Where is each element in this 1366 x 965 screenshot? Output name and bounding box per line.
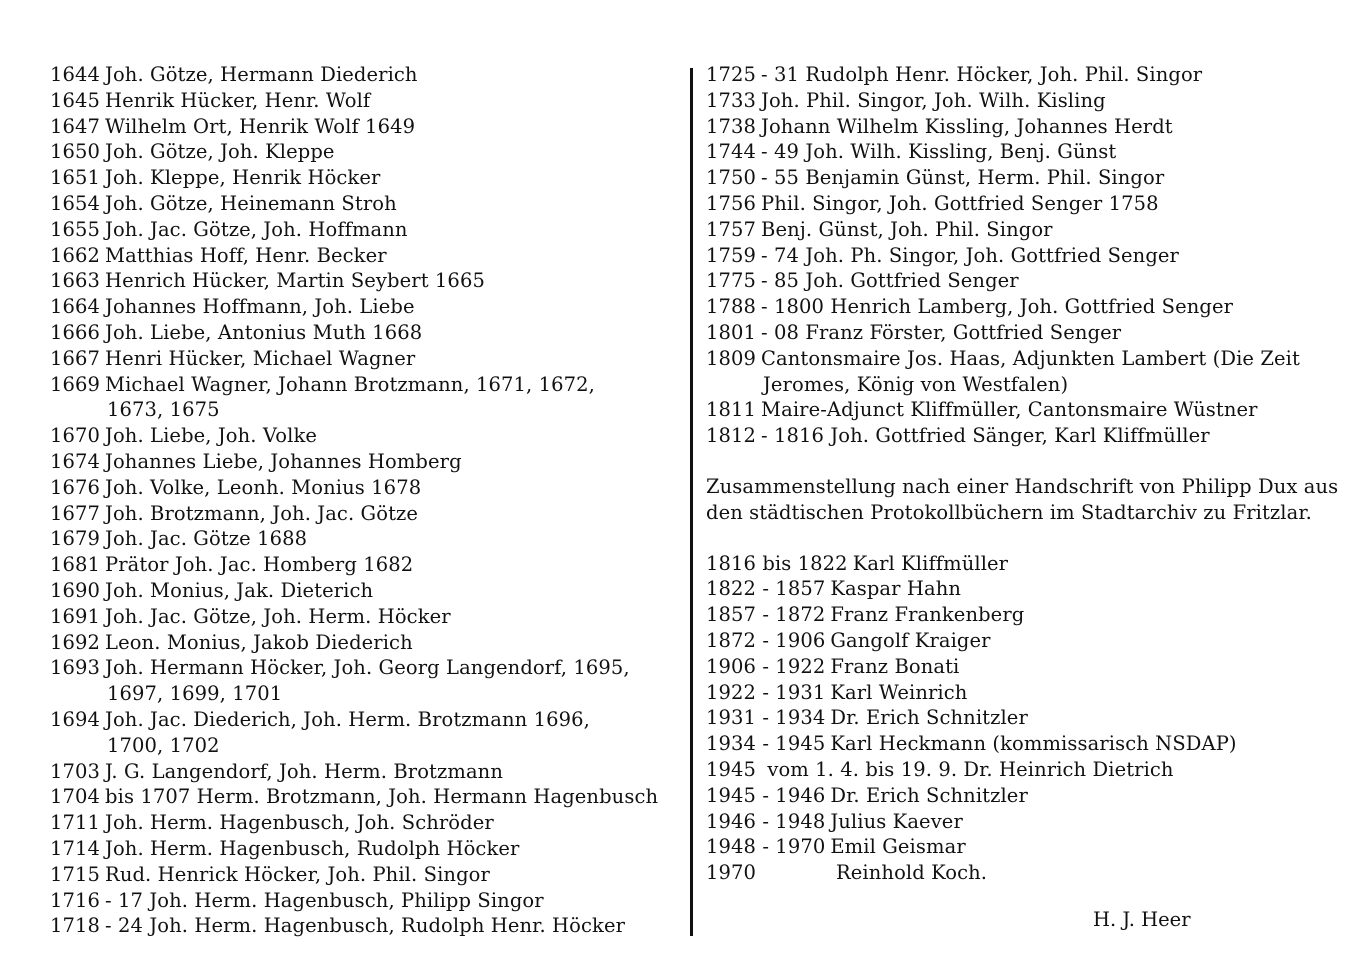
record-entry — [706, 114, 1346, 140]
record-entry — [50, 707, 670, 733]
column-divider — [690, 68, 693, 936]
entry-year: 1811 — [706, 398, 757, 422]
entry-year: 1711 — [50, 811, 101, 835]
record-entry — [706, 320, 1346, 346]
entry-names: Joh. Liebe, Joh. Volke — [105, 424, 318, 448]
entry-names: bis 1707 Herm. Brotzmann, Joh. Hermann Hagenbusch — [105, 785, 659, 809]
entry-year: 1693 — [50, 656, 101, 680]
entry-names: - 55 Benjamin Günst, Herm. Phil. Singor — [761, 166, 1165, 190]
record-entry — [706, 423, 1346, 449]
entry-names: Henri Hücker, Michael Wagner — [105, 346, 416, 370]
entry-year: 1788 — [706, 295, 757, 319]
entry-year: 1650 — [50, 140, 101, 164]
entry-names: - 31 Rudolph Henr. Höcker, Joh. Phil. Singor — [761, 63, 1203, 86]
mayor-name: Gangolf Kraiger — [830, 628, 991, 652]
entry-names: Joh. Götze, Joh. Kleppe — [105, 140, 335, 164]
mayor-entry — [706, 628, 1346, 654]
entry-year: 1662 — [50, 243, 101, 267]
entry-names: Joh. Jac. Götze, Joh. Herm. Höcker — [105, 604, 451, 628]
mayor-name: vom 1. 4. bis 19. 9. Dr. Heinrich Dietrich — [761, 757, 1174, 781]
record-entry — [706, 62, 1346, 88]
record-entry — [50, 372, 670, 398]
entry-year: 1692 — [50, 630, 101, 654]
entry-names: Joh. Monius, Jak. Dieterich — [105, 578, 374, 602]
entry-year: 1676 — [50, 475, 101, 499]
entry-year: 1703 — [50, 759, 101, 783]
entry-year: 1691 — [50, 604, 101, 628]
source-note-line-2: den städtischen Protokollbüchern im Stadtarchiv zu Fritzlar. — [706, 500, 1312, 524]
entry-year: 1679 — [50, 527, 101, 551]
record-entry — [706, 294, 1346, 320]
author-signature: H. J. Heer — [1093, 908, 1191, 931]
entry-names: Johannes Hoffmann, Joh. Liebe — [105, 295, 415, 319]
mayor-years: 1970 — [706, 861, 757, 885]
entry-names: Joh. Jac. Götze 1688 — [105, 527, 308, 551]
mayor-years: 1931 - 1934 — [706, 706, 826, 730]
entry-year: 1664 — [50, 295, 101, 319]
record-entry — [50, 784, 670, 810]
entry-year: 1750 — [706, 166, 757, 190]
entry-year: 1759 — [706, 243, 757, 267]
mayor-entry — [706, 602, 1346, 628]
record-entry — [706, 243, 1346, 269]
record-entry — [706, 191, 1346, 217]
entry-year: 1715 — [50, 862, 101, 886]
entry-names: Johann Wilhelm Kissling, Johannes Herdt — [761, 114, 1173, 138]
entry-year: 1704 — [50, 785, 101, 809]
mayor-entry — [706, 680, 1346, 706]
mayor-years: 1945 - 1946 — [706, 783, 826, 807]
entry-names: - 17 Joh. Herm. Hagenbusch, Philipp Singor — [105, 888, 544, 912]
record-entry — [706, 139, 1346, 165]
entry-names: Joh. Volke, Leonh. Monius 1678 — [105, 475, 422, 499]
entry-names: Maire-Adjunct Kliffmüller, Cantonsmaire Wüstner — [761, 398, 1258, 422]
mayor-years: 1857 - 1872 — [706, 603, 826, 627]
record-entry — [50, 449, 670, 475]
entry-names: Joh. Brotzmann, Joh. Jac. Götze — [105, 501, 419, 525]
entry-year: 1667 — [50, 346, 101, 370]
mayor-entry — [706, 731, 1346, 757]
mayor-entry — [706, 860, 1346, 886]
entry-names: - 85 Joh. Gottfried Senger — [761, 269, 1019, 293]
entry-names: Joh. Jac. Götze, Joh. Hoffmann — [105, 217, 408, 241]
entry-names: - 74 Joh. Ph. Singor, Joh. Gottfried Senger — [761, 243, 1179, 267]
record-entry — [50, 759, 670, 785]
entry-year: 1645 — [50, 88, 101, 112]
record-entry — [50, 552, 670, 578]
mayor-years: 1822 - 1857 — [706, 577, 826, 601]
record-entry — [50, 294, 670, 320]
entry-year: 1666 — [50, 320, 101, 344]
entry-year: 1651 — [50, 166, 101, 190]
entry-names: Matthias Hoff, Henr. Becker — [105, 243, 387, 267]
entry-year: 1725 — [706, 63, 757, 86]
record-entry — [50, 862, 670, 888]
entry-names: - 1800 Henrich Lamberg, Joh. Gottfried Senger — [761, 295, 1234, 319]
mayor-name: Kaspar Hahn — [830, 577, 962, 601]
record-entry — [50, 88, 670, 114]
mayor-name: Emil Geismar — [830, 835, 966, 859]
mayor-years: 1934 - 1945 — [706, 732, 826, 756]
mayor-entry — [706, 551, 1346, 577]
record-entry — [50, 346, 670, 372]
entry-names: - 24 Joh. Herm. Hagenbusch, Rudolph Henr. Höcker — [105, 914, 626, 938]
mayor-name: Julius Kaever — [830, 809, 963, 833]
entry-names: Joh. Hermann Höcker, Joh. Georg Langendorf, 1695, — [105, 656, 630, 680]
spacer — [706, 526, 1346, 551]
entry-year: 1733 — [706, 88, 757, 112]
entry-names: Joh. Herm. Hagenbusch, Rudolph Höcker — [105, 836, 520, 860]
mayor-years: 1946 - 1948 — [706, 809, 826, 833]
record-entry — [50, 578, 670, 604]
mayor-name: Karl Kliffmüller — [852, 551, 1009, 575]
entry-names: - 08 Franz Förster, Gottfried Senger — [761, 320, 1122, 344]
entry-names: Joh. Phil. Singor, Joh. Wilh. Kisling — [761, 88, 1106, 112]
record-entry — [50, 810, 670, 836]
record-entry — [50, 526, 670, 552]
entry-names: Joh. Herm. Hagenbusch, Joh. Schröder — [105, 811, 494, 835]
record-entry — [706, 346, 1346, 372]
entry-continuation: 1673, 1675 — [107, 398, 220, 422]
entry-year: 1775 — [706, 269, 757, 293]
mayor-entry — [706, 809, 1346, 835]
record-entry — [50, 604, 670, 630]
entry-continuation: Jeromes, König von Westfalen) — [763, 372, 1069, 396]
mayor-entry — [706, 576, 1346, 602]
entry-names: Leon. Monius, Jakob Diederich — [105, 630, 413, 654]
entry-names: Joh. Kleppe, Henrik Höcker — [105, 166, 381, 190]
record-entry — [706, 217, 1346, 243]
entry-year: 1694 — [50, 707, 101, 731]
record-entry — [50, 423, 670, 449]
record-entry — [50, 217, 670, 243]
source-note — [706, 474, 1346, 526]
entry-year: 1681 — [50, 553, 101, 577]
record-entry — [50, 243, 670, 269]
entry-names: Wilhelm Ort, Henrik Wolf 1649 — [105, 114, 416, 138]
mayor-years: 1872 - 1906 — [706, 628, 826, 652]
record-entry — [50, 475, 670, 501]
entry-year: 1812 — [706, 424, 757, 448]
mayor-name: Franz Frankenberg — [830, 603, 1025, 627]
entry-names: Joh. Götze, Hermann Diederich — [105, 63, 418, 86]
record-entry — [50, 320, 670, 346]
mayor-name: Dr. Erich Schnitzler — [830, 706, 1028, 730]
mayor-years: 1922 - 1931 — [706, 680, 826, 704]
entry-names: Henrich Hücker, Martin Seybert 1665 — [105, 269, 485, 293]
entry-year: 1647 — [50, 114, 101, 138]
entry-year: 1690 — [50, 578, 101, 602]
entry-names: Joh. Jac. Diederich, Joh. Herm. Brotzmann 1696, — [105, 707, 590, 731]
entry-year: 1677 — [50, 501, 101, 525]
entry-year: 1757 — [706, 217, 757, 241]
mayor-name: Reinhold Koch. — [836, 861, 988, 885]
mayor-entry — [706, 834, 1346, 860]
mayor-entry — [706, 783, 1346, 809]
entry-names: Cantonsmaire Jos. Haas, Adjunkten Lambert (Die Zeit — [761, 346, 1300, 370]
record-entry — [706, 88, 1346, 114]
entry-year: 1669 — [50, 372, 101, 396]
mayor-list — [706, 551, 1346, 886]
left-column — [50, 62, 670, 939]
mayor-name: Karl Heckmann (kommissarisch NSDAP) — [830, 732, 1237, 756]
entry-names: Michael Wagner, Johann Brotzmann, 1671, 1672, — [105, 372, 595, 396]
entry-names: Phil. Singor, Joh. Gottfried Senger 1758 — [761, 191, 1159, 215]
entry-names: Prätor Joh. Jac. Homberg 1682 — [105, 553, 414, 577]
mayor-name: Dr. Erich Schnitzler — [830, 783, 1028, 807]
mayor-entry — [706, 654, 1346, 680]
entry-year: 1809 — [706, 346, 757, 370]
record-entry — [50, 139, 670, 165]
entry-continuation: 1697, 1699, 1701 — [107, 682, 283, 706]
record-entry — [50, 630, 670, 656]
right-column — [706, 62, 1346, 886]
entry-year: 1670 — [50, 424, 101, 448]
record-entry — [50, 836, 670, 862]
entry-year: 1738 — [706, 114, 757, 138]
mayor-years: 1948 - 1970 — [706, 835, 826, 859]
record-entry — [50, 888, 670, 914]
entry-year: 1744 — [706, 140, 757, 164]
mayor-years: 1906 - 1922 — [706, 654, 826, 678]
entry-names: J. G. Langendorf, Joh. Herm. Brotzmann — [105, 759, 503, 783]
entry-year: 1655 — [50, 217, 101, 241]
record-entry — [706, 397, 1346, 423]
right-entries — [706, 62, 1346, 449]
record-entry — [50, 501, 670, 527]
entry-year: 1801 — [706, 320, 757, 344]
record-entry — [50, 114, 670, 140]
entry-year: 1644 — [50, 63, 101, 86]
entry-names: Henrik Hücker, Henr. Wolf — [105, 88, 371, 112]
entry-year: 1718 — [50, 914, 101, 938]
record-entry — [706, 165, 1346, 191]
entry-year: 1654 — [50, 191, 101, 215]
entry-names: Johannes Liebe, Johannes Homberg — [105, 449, 462, 473]
record-entry — [50, 191, 670, 217]
mayor-years: 1816 bis 1822 — [706, 551, 848, 575]
mayor-name: Franz Bonati — [830, 654, 960, 678]
entry-year: 1674 — [50, 449, 101, 473]
entry-year: 1714 — [50, 836, 101, 860]
mayor-entry — [706, 705, 1346, 731]
mayor-entry — [706, 757, 1346, 783]
entry-year: 1756 — [706, 191, 757, 215]
record-entry — [706, 268, 1346, 294]
entry-year: 1663 — [50, 269, 101, 293]
entry-names: Joh. Liebe, Antonius Muth 1668 — [105, 320, 423, 344]
mayor-years: 1945 — [706, 757, 757, 781]
entry-continuation: 1700, 1702 — [107, 733, 220, 757]
entry-names: Benj. Günst, Joh. Phil. Singor — [761, 217, 1053, 241]
entry-year: 1716 — [50, 888, 101, 912]
entry-names: Joh. Götze, Heinemann Stroh — [105, 191, 397, 215]
entry-names: Rud. Henrick Höcker, Joh. Phil. Singor — [105, 862, 490, 886]
record-entry — [50, 655, 670, 681]
source-note-line-1: Zusammenstellung nach einer Handschrift von Philipp Dux aus — [706, 474, 1339, 498]
mayor-name: Karl Weinrich — [830, 680, 968, 704]
entry-names: - 49 Joh. Wilh. Kissling, Benj. Günst — [761, 140, 1117, 164]
entry-names: - 1816 Joh. Gottfried Sänger, Karl Kliffmüller — [761, 424, 1210, 448]
record-entry — [50, 268, 670, 294]
record-entry — [50, 913, 670, 939]
record-entry — [50, 165, 670, 191]
record-entry — [50, 62, 670, 88]
